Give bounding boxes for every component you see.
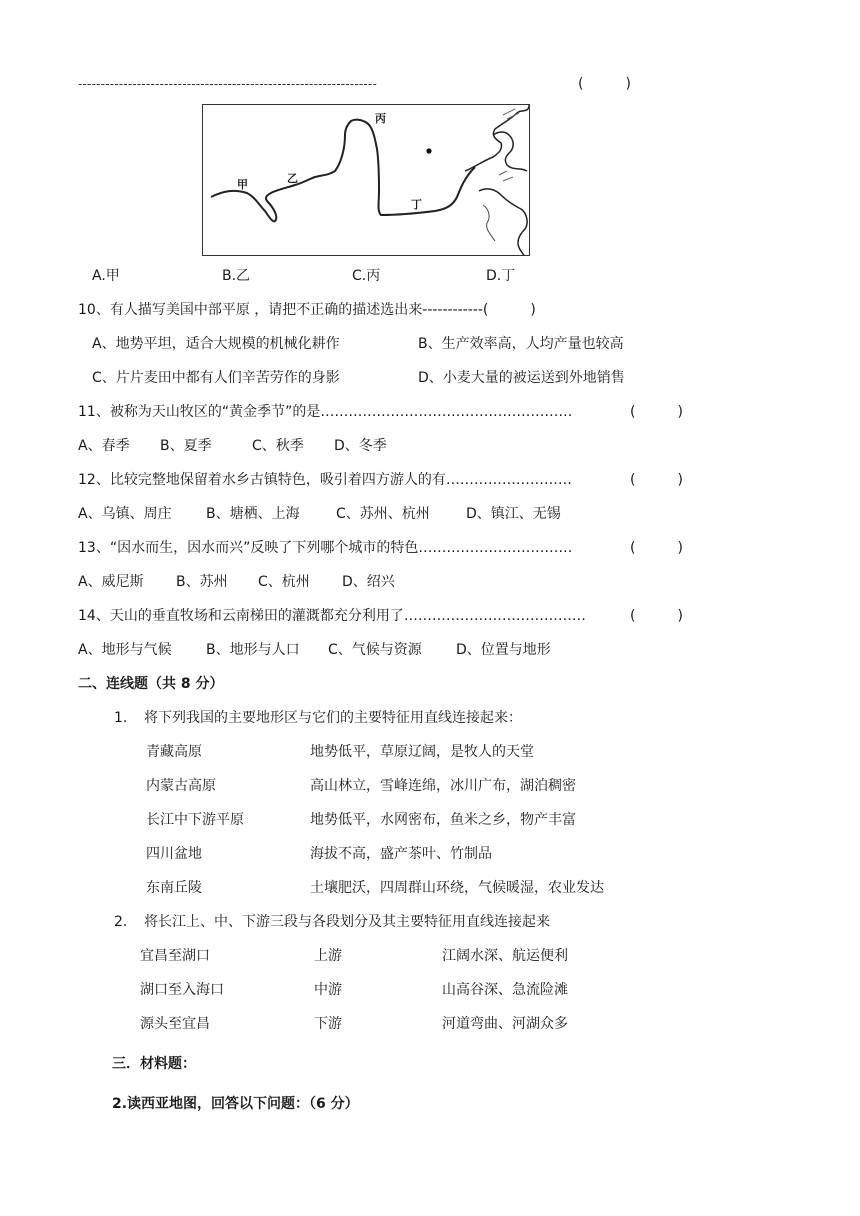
q14-stem: 14、天山的垂直牧场和云南梯田的灌溉都充分利用了………………………………… — [78, 608, 586, 624]
q13-option-d: D、绍兴 — [342, 574, 395, 590]
s2-item2-col2-2: 下游 — [314, 1016, 342, 1032]
river-map — [202, 104, 530, 256]
q10-option-b: B、生产效率高，人均产量也较高 — [418, 336, 624, 352]
q13-answer-paren: ( ) — [630, 540, 683, 556]
q12-option-c: C、苏州、杭州 — [336, 506, 430, 522]
q13-option-a: A、威尼斯 — [78, 574, 144, 590]
q11-option-a: A、春季 — [78, 438, 130, 454]
s2-item1-left-4: 东南丘陵 — [146, 880, 202, 896]
s2-item2-col3-0: 江阔水深、航运便利 — [442, 948, 568, 964]
yellow-sea-coast — [465, 105, 529, 171]
label-jia: 甲 — [237, 178, 248, 191]
s2-item1-left-1: 内蒙古高原 — [146, 778, 216, 794]
q10-option-d: D、小麦大量的被运送到外地销售 — [418, 370, 625, 386]
s2-item2-col1-0: 宜昌至湖口 — [140, 948, 210, 964]
q13-stem: 13、“因水而生，因水而兴”反映了下列哪个城市的特色…………………………… — [78, 540, 573, 556]
section3-q2: 2.读西亚地图，回答以下问题：（6 分） — [112, 1096, 359, 1112]
q14-option-a: A、地形与气候 — [78, 642, 172, 658]
q9-option-d: D.丁 — [486, 268, 516, 284]
q14-answer-paren: ( ) — [630, 608, 683, 624]
label-yi: 乙 — [287, 172, 298, 185]
q14-option-c: C、气候与资源 — [328, 642, 422, 658]
s2-item1-right-2: 地势低平，水网密布，鱼米之乡，物产丰富 — [310, 812, 576, 828]
q9-answer-paren: ( ) — [578, 76, 631, 92]
label-bing: 丙 — [375, 112, 386, 125]
q11-stem: 11、被称为天山牧区的“黄金季节”的是……………………………………………… — [78, 404, 573, 420]
s2-item2-col2-1: 中游 — [314, 982, 342, 998]
q10-option-a: A、地势平坦，适合大规模的机械化耕作 — [92, 336, 340, 352]
label-ding: 丁 — [411, 198, 422, 211]
s2-item1-right-4: 土壤肥沃，四周群山环绕，气候暖湿，农业发达 — [310, 880, 604, 896]
s2-item2-col3-1: 山高谷深、急流险滩 — [442, 982, 568, 998]
q9-option-c: C.丙 — [352, 268, 381, 284]
river-course — [211, 120, 475, 222]
q11-option-c: C、秋季 — [252, 438, 304, 454]
q12-answer-paren: ( ) — [630, 472, 683, 488]
q10-stem: 10、有人描写美国中部平原 ，请把不正确的描述选出来------------( ) — [78, 302, 536, 318]
q11-option-b: B、夏季 — [160, 438, 212, 454]
s2-item1-right-3: 海拔不高，盛产茶叶、竹制品 — [310, 846, 492, 862]
q14-option-b: B、地形与人口 — [206, 642, 300, 658]
q13-option-b: B、苏州 — [176, 574, 228, 590]
q10-option-c: C、片片麦田中都有人们辛苦劳作的身影 — [92, 370, 340, 386]
bohai-coast — [493, 132, 527, 171]
section3-title: 三．材料题： — [112, 1056, 196, 1072]
q11-option-d: D、冬季 — [334, 438, 387, 454]
q9-option-a: A.甲 — [92, 268, 120, 284]
s2-item2-num: 2. — [114, 914, 128, 930]
river-map-svg — [203, 105, 530, 256]
s2-item1-right-1: 高山林立，雪峰连绵，冰川广布，湖泊稠密 — [310, 778, 576, 794]
s2-item1-left-0: 青藏高原 — [146, 744, 202, 760]
section2-title: 二、连线题（共 8 分） — [78, 676, 224, 692]
q9-stem-dashes: ------------------------------------------------------------------ — [78, 77, 377, 91]
shandong-coast — [479, 189, 527, 256]
s2-item2-col1-1: 湖口至入海口 — [140, 982, 224, 998]
s2-item1-num: 1. — [114, 710, 128, 726]
s2-item1-left-3: 四川盆地 — [146, 846, 202, 862]
q12-option-d: D、镇江、无锡 — [466, 506, 561, 522]
s2-item1-text: 将下列我国的主要地形区与它们的主要特征用直线连接起来： — [144, 710, 522, 726]
q12-option-a: A、乌镇、周庄 — [78, 506, 172, 522]
small-coast — [483, 205, 495, 241]
s2-item2-col3-2: 河道弯曲、河湖众多 — [442, 1016, 568, 1032]
s2-item2-col1-2: 源头至宜昌 — [140, 1016, 210, 1032]
s2-item1-right-0: 地势低平，草原辽阔，是牧人的天堂 — [310, 744, 534, 760]
s2-item1-left-2: 长江中下游平原 — [146, 812, 244, 828]
q14-option-d: D、位置与地形 — [456, 642, 551, 658]
city-dot — [426, 148, 431, 153]
s2-item2-text: 将长江上、中、下游三段与各段划分及其主要特征用直线连接起来 — [144, 914, 550, 930]
q13-option-c: C、杭州 — [258, 574, 310, 590]
q12-option-b: B、塘栖、上海 — [206, 506, 300, 522]
q12-stem: 12、比较完整地保留着水乡古镇特色，吸引着四方游人的有……………………… — [78, 472, 572, 488]
q11-answer-paren: ( ) — [630, 404, 683, 420]
q9-option-b: B.乙 — [222, 268, 251, 284]
s2-item2-col2-0: 上游 — [314, 948, 342, 964]
